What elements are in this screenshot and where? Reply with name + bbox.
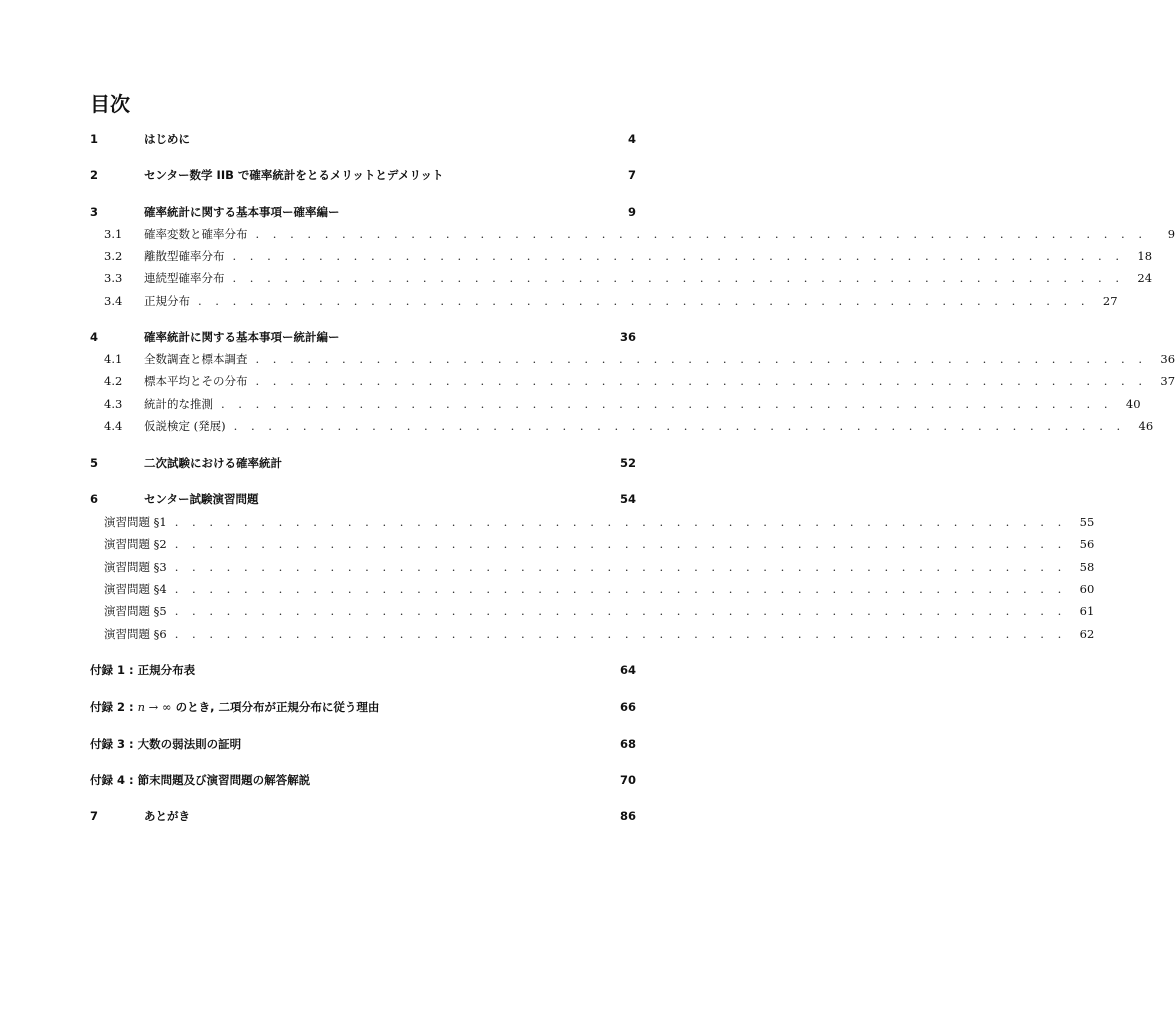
toc-subsection-4-3[interactable] bbox=[90, 394, 1141, 414]
section-number: 6 bbox=[90, 492, 99, 506]
section-label: あとがき bbox=[144, 809, 190, 823]
dot-leader: . . . . . . . . . . . . . . . . . . . . . . . . . . . . . . . . . . . . . . . . . . . . . . . . . . . . bbox=[174, 560, 1067, 574]
section-label: はじめに bbox=[144, 132, 190, 146]
subsection-label: 標本平均とその分布 bbox=[144, 374, 248, 388]
appendix-label bbox=[90, 699, 612, 715]
section-number: 1 bbox=[90, 132, 99, 146]
section-number: 2 bbox=[90, 168, 99, 182]
section-number: 3 bbox=[90, 205, 99, 219]
subsection-number: 3.2 bbox=[104, 249, 123, 263]
appendix-label: 付録 1 : 正規分布表 bbox=[90, 663, 196, 677]
appendix-page: 64 bbox=[619, 663, 636, 677]
appendix-label: 付録 3 : 大数の弱法則の証明 bbox=[90, 737, 242, 751]
subsection-number: 4.3 bbox=[104, 397, 123, 411]
dot-leader: . . . . . . . . . . . . . . . . . . . . . . . . . . . . . . . . . . . . . . . . . . . . . . . . . . . . bbox=[255, 374, 1148, 388]
toc-exercise-1[interactable] bbox=[90, 512, 1095, 532]
subsection-label: 正規分布 bbox=[144, 294, 190, 308]
section-page: 9 bbox=[627, 205, 636, 219]
toc-subsection-3-1[interactable] bbox=[90, 224, 1175, 244]
exercise-page: 62 bbox=[1079, 627, 1095, 641]
appendix-page: 70 bbox=[619, 773, 636, 787]
exercise-page: 56 bbox=[1079, 537, 1095, 551]
toc-section-3[interactable] bbox=[90, 202, 636, 222]
subsection-label: 離散型確率分布 bbox=[144, 249, 225, 263]
toc-section-5[interactable] bbox=[90, 453, 636, 473]
exercise-label: 演習問題 §2 bbox=[104, 537, 167, 551]
subsection-label: 全数調査と標本調査 bbox=[144, 352, 248, 366]
toc-subsection-3-3[interactable] bbox=[90, 268, 1153, 288]
subsection-number: 4.4 bbox=[104, 419, 123, 433]
subsection-label: 統計的な推測 bbox=[144, 397, 213, 411]
section-number: 4 bbox=[90, 330, 99, 344]
toc-exercise-5[interactable] bbox=[90, 601, 1095, 621]
toc-section-4[interactable] bbox=[90, 327, 636, 347]
subsection-number: 3.4 bbox=[104, 294, 123, 308]
toc-subsection-4-4[interactable] bbox=[90, 416, 1154, 436]
appendix-label-suffix: のとき, 二項分布が正規分布に従う理由 bbox=[171, 700, 380, 714]
section-page: 52 bbox=[619, 456, 636, 470]
section-page: 7 bbox=[627, 168, 636, 182]
appendix-label: 付録 4 : 節末問題及び演習問題の解答解説 bbox=[90, 773, 311, 787]
toc-appendix-2[interactable] bbox=[90, 697, 636, 717]
exercise-label: 演習問題 §3 bbox=[104, 560, 167, 574]
toc-exercise-6[interactable] bbox=[90, 624, 1095, 644]
toc-subsection-4-2[interactable] bbox=[90, 371, 1175, 391]
section-number: 7 bbox=[90, 809, 99, 823]
subsection-page: 18 bbox=[1137, 249, 1153, 263]
dot-leader: . . . . . . . . . . . . . . . . . . . . . . . . . . . . . . . . . . . . . . . . . . . . . . . . . . . . bbox=[174, 537, 1067, 551]
exercise-label: 演習問題 §1 bbox=[104, 515, 167, 529]
dot-leader: . . . . . . . . . . . . . . . . . . . . . . . . . . . . . . . . . . . . . . . . . . . . . . . . . . . . bbox=[233, 419, 1126, 433]
dot-leader: . . . . . . . . . . . . . . . . . . . . . . . . . . . . . . . . . . . . . . . . . . . . . . . . . . . . bbox=[232, 249, 1125, 263]
subsection-page: 36 bbox=[1160, 352, 1175, 366]
toc-appendix-4[interactable] bbox=[90, 770, 636, 790]
exercise-page: 55 bbox=[1079, 515, 1095, 529]
toc-subsection-3-4[interactable] bbox=[90, 291, 1118, 311]
section-label: 二次試験における確率統計 bbox=[144, 456, 282, 470]
appendix-page: 68 bbox=[619, 737, 636, 751]
toc-section-2[interactable] bbox=[90, 165, 636, 185]
section-label: 確率統計に関する基本事項ー確率編ー bbox=[144, 205, 340, 219]
subsection-page: 46 bbox=[1138, 419, 1154, 433]
dot-leader: . . . . . . . . . . . . . . . . . . . . . . . . . . . . . . . . . . . . . . . . . . . . . . . . . . . . bbox=[198, 294, 1090, 308]
toc-exercise-3[interactable] bbox=[90, 557, 1095, 577]
subsection-page: 37 bbox=[1160, 374, 1175, 388]
section-page: 86 bbox=[619, 809, 636, 823]
toc-subsection-3-2[interactable] bbox=[90, 246, 1153, 266]
subsection-number: 3.3 bbox=[104, 271, 123, 285]
dot-leader: . . . . . . . . . . . . . . . . . . . . . . . . . . . . . . . . . . . . . . . . . . . . . . . . . . . . bbox=[255, 227, 1148, 241]
toc-appendix-1[interactable] bbox=[90, 660, 636, 680]
section-number: 5 bbox=[90, 456, 99, 470]
dot-leader: . . . . . . . . . . . . . . . . . . . . . . . . . . . . . . . . . . . . . . . . . . . . . . . . . . . . bbox=[174, 604, 1067, 618]
subsection-number: 4.2 bbox=[104, 374, 123, 388]
section-page: 54 bbox=[619, 492, 636, 506]
toc-subsection-4-1[interactable] bbox=[90, 349, 1175, 369]
exercise-label: 演習問題 §4 bbox=[104, 582, 167, 596]
dot-leader: . . . . . . . . . . . . . . . . . . . . . . . . . . . . . . . . . . . . . . . . . . . . . . . . . . . . bbox=[232, 271, 1125, 285]
subsection-page: 40 bbox=[1125, 397, 1141, 411]
subsection-label: 連続型確率分布 bbox=[144, 271, 225, 285]
appendix-label-prefix: 付録 2 : bbox=[90, 700, 138, 714]
dot-leader: . . . . . . . . . . . . . . . . . . . . . . . . . . . . . . . . . . . . . . . . . . . . . . . . . . . . bbox=[174, 627, 1067, 641]
section-page: 36 bbox=[619, 330, 636, 344]
appendix-page: 66 bbox=[619, 700, 636, 714]
limit-expression: n → ∞ bbox=[137, 700, 172, 714]
subsection-page: 9 bbox=[1167, 227, 1175, 241]
exercise-label: 演習問題 §5 bbox=[104, 604, 167, 618]
subsection-label: 確率変数と確率分布 bbox=[144, 227, 248, 241]
exercise-label: 演習問題 §6 bbox=[104, 627, 167, 641]
section-label: センター試験演習問題 bbox=[144, 492, 259, 506]
section-label: 確率統計に関する基本事項ー統計編ー bbox=[144, 330, 340, 344]
subsection-label: 仮説検定 (発展) bbox=[144, 419, 226, 433]
subsection-number: 3.1 bbox=[104, 227, 123, 241]
subsection-page: 24 bbox=[1137, 271, 1153, 285]
toc-title: 目次 bbox=[90, 92, 130, 116]
dot-leader: . . . . . . . . . . . . . . . . . . . . . . . . . . . . . . . . . . . . . . . . . . . . . . . . . . . . bbox=[174, 515, 1067, 529]
exercise-page: 60 bbox=[1079, 582, 1095, 596]
exercise-page: 58 bbox=[1079, 560, 1095, 574]
exercise-page: 61 bbox=[1079, 604, 1095, 618]
toc-appendix-3[interactable] bbox=[90, 734, 636, 754]
toc-section-6[interactable] bbox=[90, 489, 636, 509]
subsection-page: 27 bbox=[1102, 294, 1118, 308]
subsection-number: 4.1 bbox=[104, 352, 123, 366]
toc-section-7[interactable] bbox=[90, 806, 636, 826]
dot-leader: . . . . . . . . . . . . . . . . . . . . . . . . . . . . . . . . . . . . . . . . . . . . . . . . . . . . bbox=[174, 582, 1067, 596]
toc-section-1[interactable] bbox=[90, 129, 636, 149]
section-label: センター数学 IIB で確率統計をとるメリットとデメリット bbox=[144, 168, 444, 182]
dot-leader: . . . . . . . . . . . . . . . . . . . . . . . . . . . . . . . . . . . . . . . . . . . . . . . . . . . . bbox=[255, 352, 1148, 366]
toc-exercise-4[interactable] bbox=[90, 579, 1095, 599]
toc-exercise-2[interactable] bbox=[90, 534, 1095, 554]
section-page: 4 bbox=[627, 132, 636, 146]
dot-leader: . . . . . . . . . . . . . . . . . . . . . . . . . . . . . . . . . . . . . . . . . . . . . . . . . . . . bbox=[221, 397, 1113, 411]
